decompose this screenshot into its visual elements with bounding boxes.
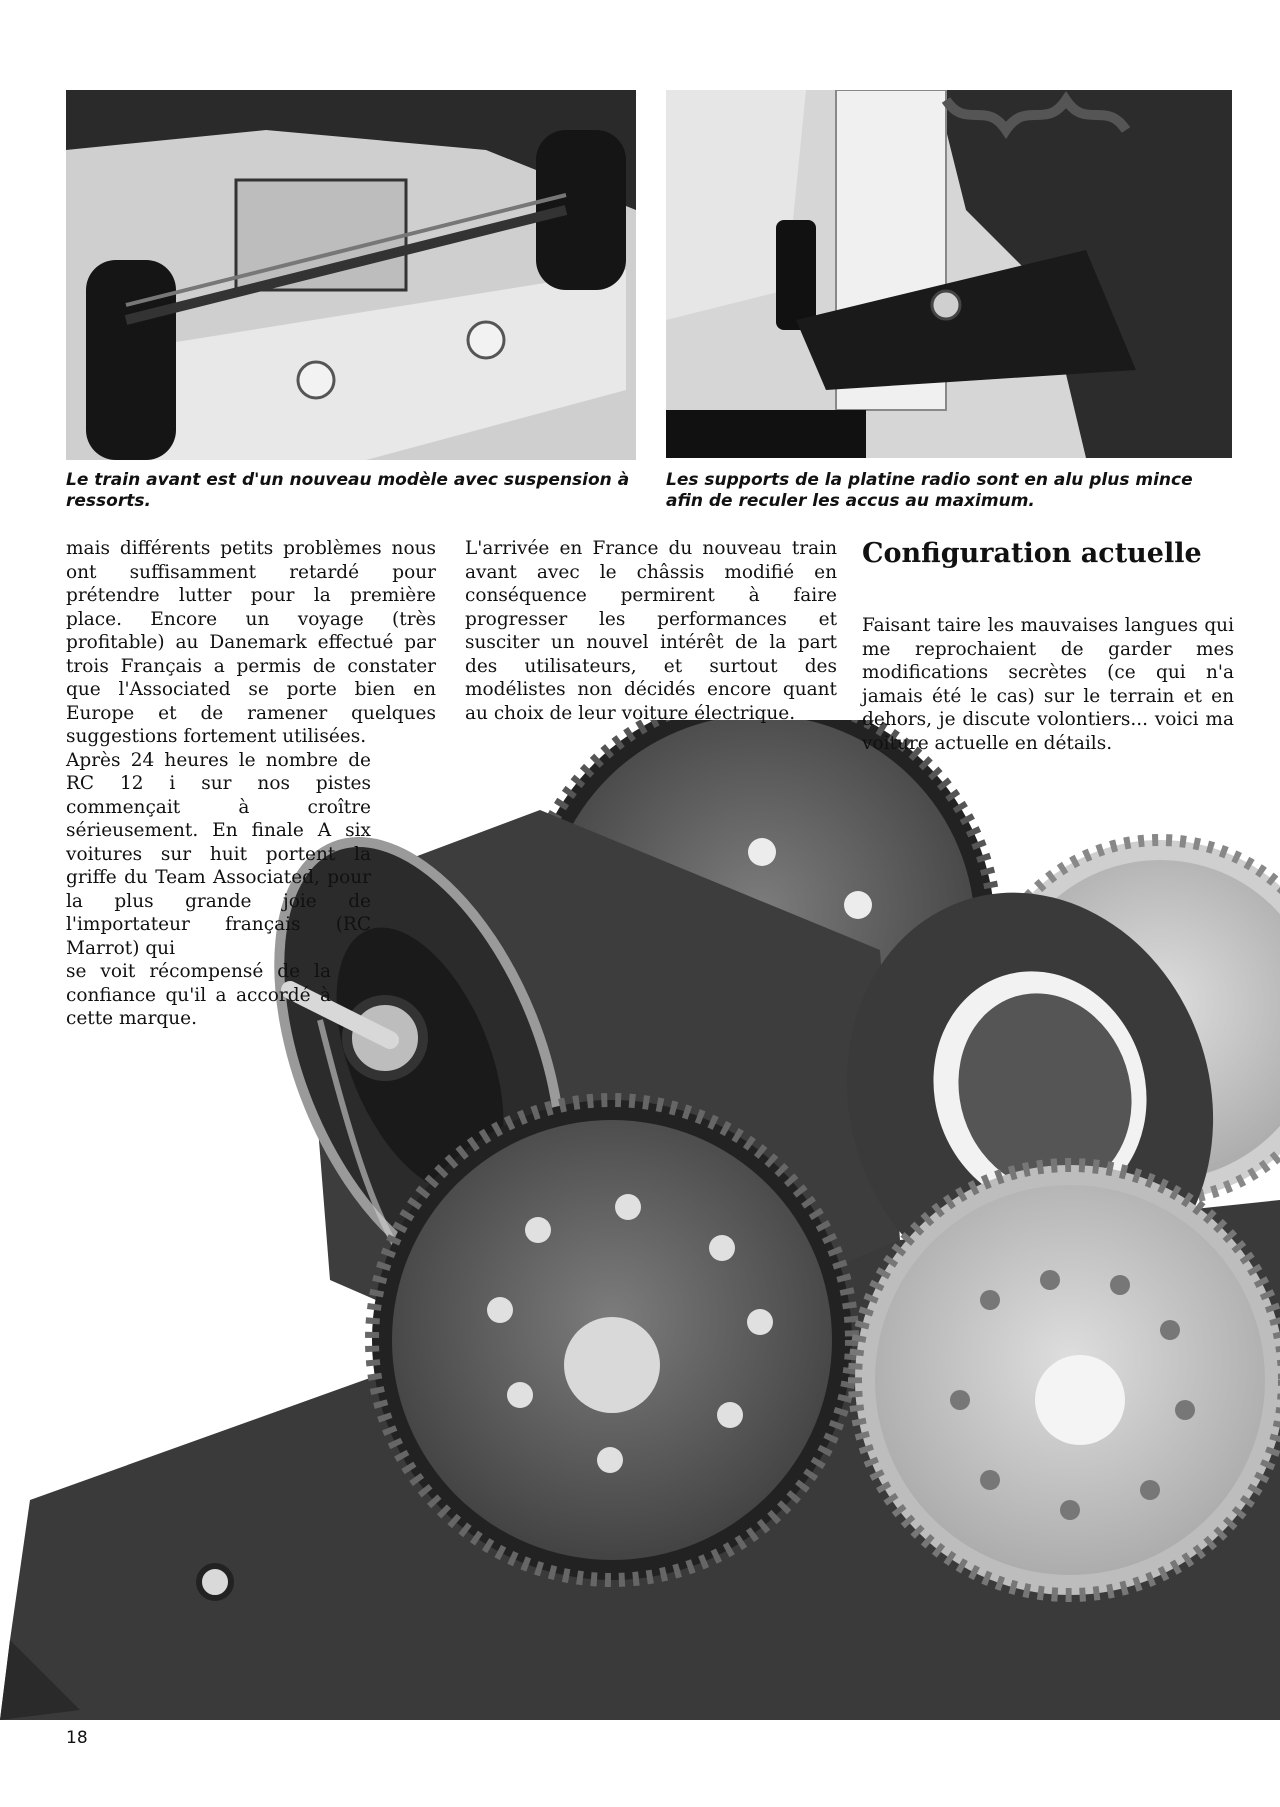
paragraph: mais différents petits problèmes nous ont suffisamment retardé pour prétendre lutter pour la première place. Encore un voyage (très profitable) au Danemark effectué par trois Français a permis de constater que l'Associated se porte bien en Europe et de ramener quelques suggestions fortement utilisées. bbox=[66, 538, 436, 747]
photo-front-suspension bbox=[66, 90, 636, 460]
column-3 bbox=[862, 614, 1234, 755]
paragraph: Après 24 heures le nombre de RC 12 i sur nos pistes commençait à croître sérieusement. En finale A six voitures sur huit portent la griffe du Team Associated, pour la plus grande joie de l'importateur français (RC Marrot) qui bbox=[66, 749, 371, 959]
paragraph: se voit récompensé de la confiance qu'il a accordé à cette marque. bbox=[66, 961, 331, 1029]
radio-plate-illustration bbox=[666, 90, 1232, 458]
photo-caption-left: Le train avant est d'un nouveau modèle avec suspension à ressorts. bbox=[66, 470, 630, 511]
paragraph: L'arrivée en France du nouveau train avant avec le châssis modifié en conséquence permirent à faire progresser les performances et susciter un nouvel intérêt de la part des utilisateurs, et surtout des modélistes non décidés encore quant au choix de leur voiture électrique. bbox=[465, 538, 837, 724]
column-2 bbox=[465, 537, 837, 725]
front-suspension-illustration bbox=[66, 90, 636, 460]
paragraph: Faisant taire les mauvaises langues qui me reprochaient de garder mes modifications secrètes (ce qui n'a jamais été le cas) sur le terrain et en dehors, je discute volontiers... voici ma voiture actuelle en détails. bbox=[862, 615, 1234, 754]
photo-caption-right: Les supports de la platine radio sont en alu plus mince afin de reculer les accus au maximum. bbox=[666, 470, 1193, 511]
page-number: 18 bbox=[66, 1728, 88, 1748]
column-1 bbox=[66, 537, 436, 1031]
section-heading: Configuration actuelle bbox=[862, 538, 1202, 569]
photo-radio-plate-supports bbox=[666, 90, 1232, 458]
